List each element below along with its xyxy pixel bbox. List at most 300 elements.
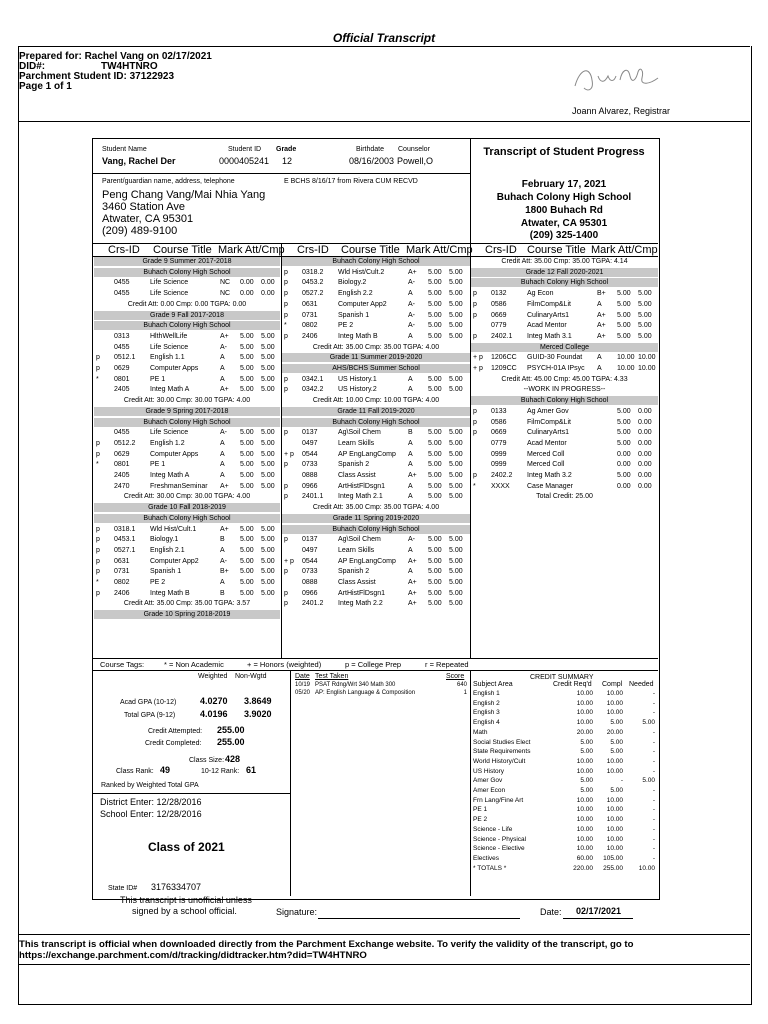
credit-summary-line: Credit Att: 30.00 Cmp: 30.00 TGPA: 4.00 [123, 493, 251, 501]
cs-required: 10.00 [576, 845, 593, 853]
course-attempted: 5.00 [428, 589, 442, 597]
course-id: 0731 [302, 311, 318, 319]
course-mark: A- [408, 279, 415, 287]
course-id: 0888 [302, 579, 318, 586]
course-mark: A- [220, 429, 227, 437]
course-flag: p [284, 332, 288, 340]
course-title: ArtHistFlDsgn1 [338, 482, 386, 490]
tests-date-header: Date [295, 673, 310, 680]
course-title: Biology.1 [150, 536, 179, 544]
course-title: Spanish 1 [338, 311, 370, 319]
course-flag: p [284, 482, 288, 490]
course-id: 1206CC [491, 354, 517, 362]
course-completed: 5.00 [638, 322, 652, 330]
cs-required: 10.00 [576, 796, 593, 804]
test-date: 05/20 [295, 690, 311, 696]
course-completed: 5.00 [261, 557, 275, 565]
course-completed: 5.00 [449, 450, 463, 458]
course-title: AP EngLangComp [338, 557, 396, 565]
course-attempted: 5.00 [428, 493, 442, 501]
course-completed: 5.00 [449, 279, 463, 287]
course-attempted: 5.00 [240, 525, 254, 533]
course-completed: 5.00 [261, 546, 275, 554]
course-completed: 5.00 [449, 600, 463, 608]
course-title: Wld Hist/Cult.1 [150, 525, 197, 533]
course-id: 0888 [302, 472, 318, 479]
course-id: 0318.1 [114, 525, 136, 533]
course-mark: A [220, 365, 225, 372]
student-id-label: Student ID [228, 146, 262, 153]
cs-completed: 255.00 [603, 864, 623, 872]
course-title: English 1.1 [150, 354, 185, 362]
parent-label: Parent/guardian name, address, telephone [102, 178, 235, 185]
cs-completed: - [620, 777, 623, 785]
course-attempted: 5.00 [428, 439, 442, 447]
course-attempted: 0.00 [617, 482, 631, 490]
term-band: Buhach Colony High School [471, 278, 658, 287]
course-flag: p [473, 290, 477, 298]
course-attempted: 5.00 [240, 536, 254, 544]
course-attempted: 5.00 [428, 461, 442, 469]
cs-required: 5.00 [580, 777, 593, 785]
course-completed: 5.00 [449, 482, 463, 490]
course-mark: A [408, 461, 413, 469]
course-completed: 5.00 [449, 332, 463, 340]
school-date: February 17, 2021 [521, 179, 607, 190]
course-attempted: 5.00 [428, 557, 442, 565]
course-id: 1209CC [491, 365, 517, 372]
course-mark: A [408, 493, 413, 501]
course-attempted: 5.00 [428, 450, 442, 458]
course-flag: p [284, 461, 288, 469]
course-title: US History.1 [338, 375, 377, 383]
course-title: Spanish 2 [338, 461, 370, 469]
colhead-title-1: Course Title [153, 244, 212, 256]
school-phone: (209) 325-1400 [529, 230, 599, 241]
counselor-label: Counselor [398, 146, 430, 153]
course-flag: p [96, 589, 100, 597]
course-mark: A+ [220, 386, 229, 394]
ranked-by: Ranked by Weighted Total GPA [101, 782, 199, 789]
cs-subject-area: Math [473, 728, 488, 736]
course-id: 0527.2 [302, 290, 324, 298]
enrollment-note: E BCHS 8/16/17 from Rivera CUM RECVD [284, 178, 418, 185]
term-band: Buhach Colony High School [94, 321, 280, 330]
course-mark: B+ [220, 568, 229, 576]
course-mark: A- [220, 343, 227, 351]
cs-needed: - [652, 748, 655, 756]
cs-required: 10.00 [576, 690, 593, 697]
total-gpa-label: Total GPA (9-12) [124, 712, 176, 719]
course-mark: A- [408, 300, 415, 308]
course-completed: 5.00 [449, 546, 463, 554]
course-title: US History.2 [338, 386, 377, 394]
course-title: Ag Econ [527, 290, 554, 298]
course-attempted: 5.00 [240, 579, 254, 586]
course-completed: 5.00 [261, 343, 275, 351]
cs-required: 10.00 [576, 825, 593, 833]
course-attempted: 5.00 [428, 386, 442, 394]
course-id: 0455 [114, 279, 130, 287]
course-completed: 5.00 [261, 579, 275, 586]
course-completed: 5.00 [638, 290, 652, 298]
term-band: Merced College [471, 343, 658, 352]
term-band: Grade 9 Summer 2017-2018 [94, 257, 280, 266]
course-mark: A+ [597, 311, 606, 319]
course-attempted: 5.00 [617, 300, 631, 308]
course-completed: 0.00 [638, 461, 652, 469]
cs-subject-area: US History [473, 767, 505, 775]
page-number: Page 1 of 1 [19, 81, 72, 92]
student-name-label: Student Name [102, 146, 147, 153]
course-completed: 0.00 [638, 450, 652, 458]
course-title: PE 2 [338, 322, 354, 330]
course-flag: p [284, 493, 288, 501]
cs-completed: 10.00 [606, 796, 623, 804]
parent-address-2: Atwater, CA 95301 [102, 213, 194, 225]
term-band: AHS/BCHS Summer School [282, 364, 470, 373]
course-completed: 0.00 [638, 429, 652, 437]
course-id: 0966 [302, 589, 318, 597]
did-label: DID#: [19, 61, 46, 72]
course-completed: 5.00 [449, 493, 463, 501]
cs-completed: 10.00 [606, 816, 623, 824]
course-completed: 5.00 [449, 439, 463, 447]
course-title: Spanish 1 [150, 568, 182, 576]
course-title: Spanish 2 [338, 568, 370, 576]
course-attempted: 5.00 [617, 472, 631, 479]
course-title: PE 1 [150, 461, 166, 469]
credit-completed: 255.00 [217, 737, 245, 747]
signed-date: 02/17/2021 [576, 906, 622, 916]
cs-required: 10.00 [576, 699, 593, 707]
course-title: AP EngLangComp [338, 450, 396, 458]
course-mark: B+ [597, 290, 606, 298]
cs-area-header: Subject Area [473, 681, 513, 688]
class-rank-label: Class Rank: [116, 768, 154, 775]
credit-summary-line: Total Credit: 25.00 [536, 493, 593, 501]
course-title: Integ Math 3.1 [527, 332, 572, 340]
course-id: 0455 [114, 343, 130, 351]
colhead-mark-1: Mark Att/Cmp [218, 244, 285, 256]
course-title: Merced Coll [527, 461, 565, 469]
course-attempted: 5.00 [240, 450, 254, 458]
cs-completed: 5.00 [610, 738, 623, 746]
cs-needed: - [652, 690, 655, 697]
course-title: PE 1 [150, 375, 166, 383]
credit-summary-line: Credit Att: 30.00 Cmp: 30.00 TGPA: 4.00 [123, 397, 251, 405]
course-tags-label: Course Tags: [100, 660, 145, 669]
tag-repeated: r = Repeated [425, 660, 469, 669]
course-title: CulinaryArts1 [527, 311, 570, 319]
cs-completed: 10.00 [606, 757, 623, 765]
course-flag: * [96, 461, 99, 469]
term-band: Buhach Colony High School [94, 268, 280, 277]
cs-needed: 10.00 [638, 864, 655, 872]
course-completed: 5.00 [261, 461, 275, 469]
cs-completed: 5.00 [610, 787, 623, 794]
course-id: 0669 [491, 311, 507, 319]
course-attempted: 5.00 [428, 279, 442, 287]
total-gpa-nonweighted: 3.9020 [244, 709, 272, 719]
status-line: --WORK IN PROGRESS-- [523, 386, 606, 394]
course-completed: 5.00 [638, 311, 652, 319]
acad-gpa-weighted: 4.0270 [200, 696, 228, 706]
course-title: Acad Mentor [527, 322, 567, 330]
course-id: XXXX [491, 482, 510, 490]
course-title: Merced Coll [527, 450, 565, 458]
course-completed: 5.00 [449, 579, 463, 586]
course-id: 0779 [491, 322, 507, 330]
credit-summary-line: Credit Att: 10.00 Cmp: 10.00 TGPA: 4.00 [312, 397, 440, 405]
course-id: 0453.1 [114, 536, 136, 544]
class-rank: 49 [160, 765, 171, 775]
cs-subject-area: Amer Gov [473, 777, 503, 785]
course-mark: A [408, 450, 413, 458]
cs-subject-area: English 4 [473, 719, 500, 727]
course-mark: A [597, 365, 602, 372]
cs-required: 10.00 [576, 757, 593, 765]
course-attempted: 5.00 [428, 600, 442, 608]
cs-subject-area: State Requirements [473, 748, 531, 756]
cs-needed: - [652, 806, 655, 814]
cs-completed: 105.00 [603, 854, 623, 862]
colhead-crs-1: Crs-ID [108, 244, 140, 256]
colhead-title-2: Course Title [341, 244, 400, 256]
course-completed: 5.00 [449, 300, 463, 308]
course-completed: 0.00 [638, 407, 652, 415]
weighted-label: Weighted [198, 673, 228, 680]
course-flag: + p [473, 354, 483, 362]
course-attempted: 5.00 [240, 557, 254, 565]
course-flag: p [284, 429, 288, 437]
course-id: 2401.1 [302, 493, 324, 501]
course-flag: p [96, 557, 100, 565]
colhead-crs-3: Crs-ID [485, 244, 517, 256]
tests-test-header: Test Taken [315, 673, 349, 680]
footer-verify-url[interactable]: https://exchange.parchment.com/d/tracking/didtracker.htm?did=TW4HTNRO [19, 950, 367, 961]
course-mark: A [220, 439, 225, 447]
course-mark: A [408, 568, 413, 576]
course-title: FilmComp&Lit [527, 418, 571, 426]
document-title: Official Transcript [332, 31, 436, 45]
term-band: Buhach Colony High School [94, 514, 280, 523]
course-completed: 5.00 [261, 332, 275, 340]
course-flag: p [284, 311, 288, 319]
course-title: FreshmanSeminar [150, 482, 208, 490]
course-mark: A [408, 375, 413, 383]
term-band: Grade 9 Spring 2017-2018 [94, 407, 280, 416]
cs-subject-area: Amer Econ [473, 787, 506, 794]
course-attempted: 5.00 [240, 375, 254, 383]
term-band: Buhach Colony High School [94, 418, 280, 427]
course-id: 0999 [491, 450, 507, 458]
course-mark: A- [408, 322, 415, 330]
course-flag: + p [284, 557, 294, 565]
course-id: 2406 [114, 589, 130, 597]
course-id: 0733 [302, 461, 318, 469]
course-flag: p [96, 439, 100, 447]
course-completed: 10.00 [638, 354, 656, 362]
course-mark: A [220, 450, 225, 458]
cs-required: 60.00 [576, 854, 593, 862]
course-attempted: 5.00 [617, 439, 631, 447]
term-band: Buhach Colony High School [471, 396, 658, 405]
district-enter: District Enter: 12/28/2016 [100, 797, 202, 807]
course-completed: 5.00 [449, 429, 463, 437]
course-completed: 5.00 [638, 332, 652, 340]
rank-1012-label: 10-12 Rank: [201, 768, 240, 775]
course-id: 0455 [114, 290, 130, 298]
term-band: Grade 9 Fall 2017-2018 [94, 311, 280, 320]
course-attempted: 5.00 [428, 322, 442, 330]
course-attempted: 5.00 [428, 482, 442, 490]
course-completed: 0.00 [638, 482, 652, 490]
cs-needed: - [652, 699, 655, 707]
course-mark: B [220, 536, 225, 544]
course-attempted: 0.00 [240, 279, 254, 287]
course-mark: A [408, 439, 413, 447]
course-attempted: 5.00 [240, 439, 254, 447]
course-completed: 5.00 [638, 300, 652, 308]
course-flag: p [473, 472, 477, 479]
parent-phone: (209) 489-9100 [102, 225, 178, 237]
cs-subject-area: Science - Elective [473, 845, 525, 853]
course-id: 0802 [302, 322, 318, 330]
course-mark: A- [220, 557, 227, 565]
course-title: Computer Apps [150, 365, 199, 372]
cs-needed: - [652, 738, 655, 746]
course-flag: p [284, 268, 288, 276]
cs-required: 10.00 [576, 806, 593, 814]
course-flag: p [284, 589, 288, 597]
cs-required: 5.00 [580, 738, 593, 746]
cs-subject-area: English 3 [473, 709, 500, 717]
course-attempted: 5.00 [240, 589, 254, 597]
cs-needed-header: Needed [629, 681, 654, 688]
course-attempted: 5.00 [428, 536, 442, 544]
course-id: 0586 [491, 300, 507, 308]
course-flag: * [96, 579, 99, 586]
course-mark: A- [408, 536, 415, 544]
course-completed: 5.00 [261, 482, 275, 490]
course-mark: A+ [597, 332, 606, 340]
course-completed: 5.00 [261, 429, 275, 437]
course-completed: 5.00 [261, 472, 275, 479]
footer-verify-text: This transcript is official when downloaded directly from the Parchment Exchange website. To verify the validity of the transcript, go to [19, 939, 634, 950]
term-band: Grade 12 Fall 2020-2021 [471, 268, 658, 277]
class-of: Class of 2021 [148, 840, 225, 854]
cs-completed: 10.00 [606, 767, 623, 775]
cs-needed: 5.00 [642, 777, 655, 785]
cs-subject-area: Electives [473, 854, 500, 862]
birthdate: 08/16/2003 [349, 156, 395, 166]
course-id: 0669 [491, 429, 507, 437]
term-band: Grade 11 Spring 2019-2020 [282, 514, 470, 523]
course-id: 0999 [491, 461, 507, 469]
course-mark: A+ [220, 482, 229, 490]
course-id: 2402.2 [491, 472, 513, 479]
course-title: Integ Math A [150, 472, 190, 479]
course-title: Ag\Soil Chem [338, 536, 381, 544]
tag-honors: + = Honors (weighted) [247, 660, 322, 669]
course-id: 0527.1 [114, 546, 136, 554]
course-attempted: 5.00 [617, 332, 631, 340]
course-completed: 5.00 [449, 568, 463, 576]
cs-subject-area: Science - Life [473, 825, 513, 833]
cs-subject-area: English 2 [473, 699, 500, 707]
grade-value: 12 [282, 156, 293, 166]
course-id: 0497 [302, 439, 318, 447]
cs-compl-header: Compl [602, 681, 623, 688]
course-attempted: 5.00 [428, 290, 442, 298]
course-mark: B [220, 589, 225, 597]
credit-summary-title: CREDIT SUMMARY [530, 674, 594, 681]
cs-subject-area: PE 2 [473, 816, 488, 824]
cs-needed: - [652, 728, 655, 736]
school-street: 1800 Buhach Rd [525, 205, 603, 216]
course-attempted: 5.00 [240, 568, 254, 576]
course-mark: A+ [220, 332, 229, 340]
course-completed: 0.00 [638, 418, 652, 426]
course-id: 0779 [491, 439, 507, 447]
cs-required: 10.00 [576, 709, 593, 717]
course-completed: 10.00 [638, 365, 656, 372]
course-title: ArtHistFlDsgn1 [338, 589, 386, 597]
school-city: Atwater, CA 95301 [520, 218, 608, 229]
course-title: Life Science [150, 290, 189, 298]
course-id: 2405 [114, 386, 130, 394]
course-flag: * [96, 375, 99, 383]
credit-completed-label: Credit Completed: [145, 740, 202, 747]
course-completed: 5.00 [261, 568, 275, 576]
cs-required: 5.00 [580, 787, 593, 794]
course-mark: NC [220, 279, 231, 287]
course-title: HlthWellLife [150, 332, 188, 340]
course-id: 2401.2 [302, 600, 324, 608]
course-completed: 5.00 [261, 365, 275, 372]
course-title: Class Assist [338, 472, 376, 479]
course-id: 0137 [302, 536, 318, 544]
term-band: Grade 11 Fall 2019-2020 [282, 407, 470, 416]
student-id: 0000405241 [219, 156, 270, 166]
cs-completed: 10.00 [606, 699, 623, 707]
class-size-label: Class Size: [189, 757, 225, 764]
cs-required: 10.00 [576, 816, 593, 824]
course-completed: 5.00 [261, 525, 275, 533]
course-attempted: 5.00 [617, 290, 631, 298]
course-mark: A+ [597, 322, 606, 330]
state-id-label: State ID# [108, 885, 138, 892]
course-completed: 5.00 [261, 439, 275, 447]
cs-subject-area: PE 1 [473, 806, 488, 814]
course-mark: A+ [408, 600, 417, 608]
cs-needed: - [652, 825, 655, 833]
course-attempted: 5.00 [617, 429, 631, 437]
student-name: Vang, Rachel Der [102, 156, 176, 166]
course-mark: A [220, 546, 225, 554]
course-id: 0512.2 [114, 439, 136, 447]
course-id: 0801 [114, 375, 130, 383]
acad-gpa-label: Acad GPA (10-12) [120, 699, 177, 706]
course-mark: A+ [408, 557, 417, 565]
cs-subject-area: Social Studies Elect [473, 738, 531, 746]
nonweighted-label: Non-Wgtd [235, 673, 267, 680]
course-flag: p [473, 418, 477, 426]
course-id: 2405 [114, 472, 130, 479]
course-title: English 1.2 [150, 439, 185, 447]
course-attempted: 5.00 [428, 311, 442, 319]
